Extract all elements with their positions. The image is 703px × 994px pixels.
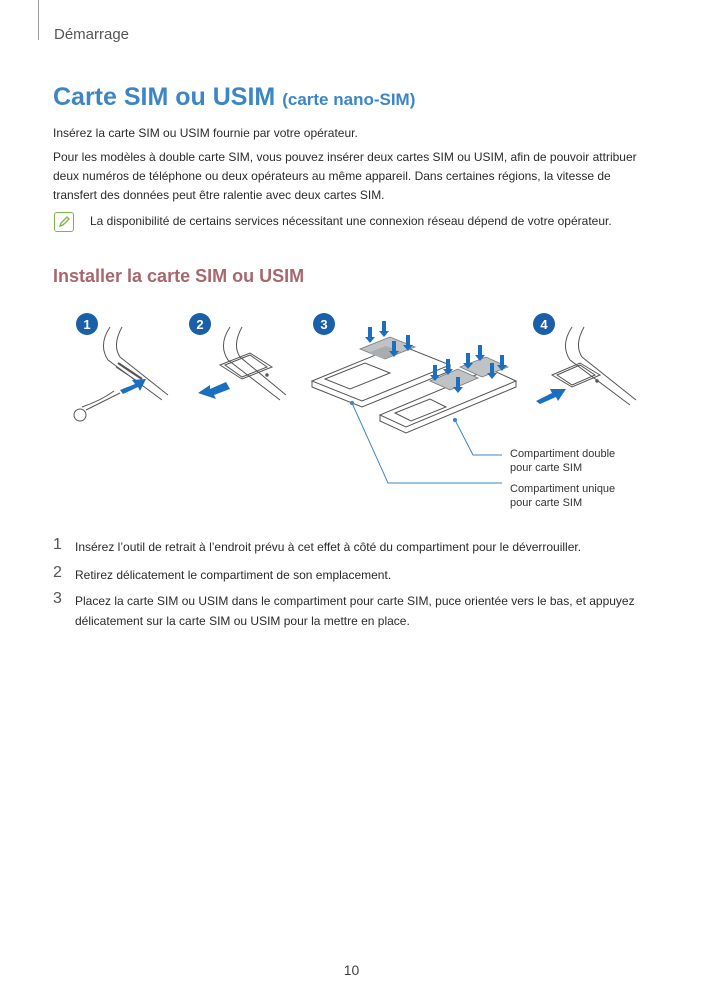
intro-paragraph-2: Pour les modèles à double carte SIM, vous pouvez insérer deux cartes SIM ou USIM, afin de pouvoir attribuer deux numéros de téléphone ou deux opérateurs au même appareil. Dans certaines régions, la vitesse de transfert des données peut être ralentie avec deux cartes SIM. [53, 150, 637, 202]
insert-arrow [120, 379, 146, 394]
section-header: Démarrage [54, 26, 130, 43]
step-1-text: Insérez l’outil de retrait à l’endroit prévu à cet effet à côté du compartiment pour le déverrouiller. [75, 540, 582, 554]
step-4-illustration [552, 327, 636, 405]
step-badge-3 [313, 313, 335, 335]
step-1-number: 1 [53, 536, 62, 553]
step-2-text: Retirez délicatement le compartiment de son emplacement. [75, 568, 392, 582]
remove-arrow [198, 382, 230, 399]
svg-text:1: 1 [83, 317, 91, 332]
step-badge-2 [189, 313, 211, 335]
step-badge-4 [533, 313, 555, 335]
note-pencil-icon [54, 212, 74, 232]
note-text: La disponibilité de certains services nécessitant une connexion réseau dépend de votre opérateur. [90, 214, 612, 228]
page-title [53, 83, 415, 112]
step-1-illustration [74, 327, 168, 421]
callout-single-tray: Compartiment unique pour carte SIM [510, 483, 616, 509]
page-title-sub: (carte nano-SIM) [282, 90, 416, 109]
step-2-number: 2 [53, 564, 62, 581]
step-3-text: Placez la carte SIM ou USIM dans le compartiment pour carte SIM, puce orientée vers le bas, et appuyez délicatement sur la carte SIM ou USIM pour la mettre en place. [75, 594, 635, 628]
svg-text:2: 2 [196, 317, 204, 332]
step-3-number: 3 [53, 590, 62, 607]
push-arrow [536, 389, 566, 404]
intro-paragraph-1: Insérez la carte SIM ou USIM fournie par votre opérateur. [53, 126, 358, 140]
sim-install-figure [50, 305, 650, 505]
step-2-illustration [220, 327, 286, 400]
section-title: Installer la carte SIM ou USIM [53, 266, 305, 286]
page-number: 10 [343, 962, 360, 978]
svg-text:3: 3 [320, 317, 328, 332]
header-divider [38, 0, 39, 40]
page-title-main: Carte SIM ou USIM [53, 83, 276, 111]
svg-text:4: 4 [540, 317, 548, 332]
step-badge-1 [76, 313, 98, 335]
callout-lines [350, 401, 502, 483]
callout-double-tray: Compartiment double pour carte SIM [510, 448, 616, 474]
